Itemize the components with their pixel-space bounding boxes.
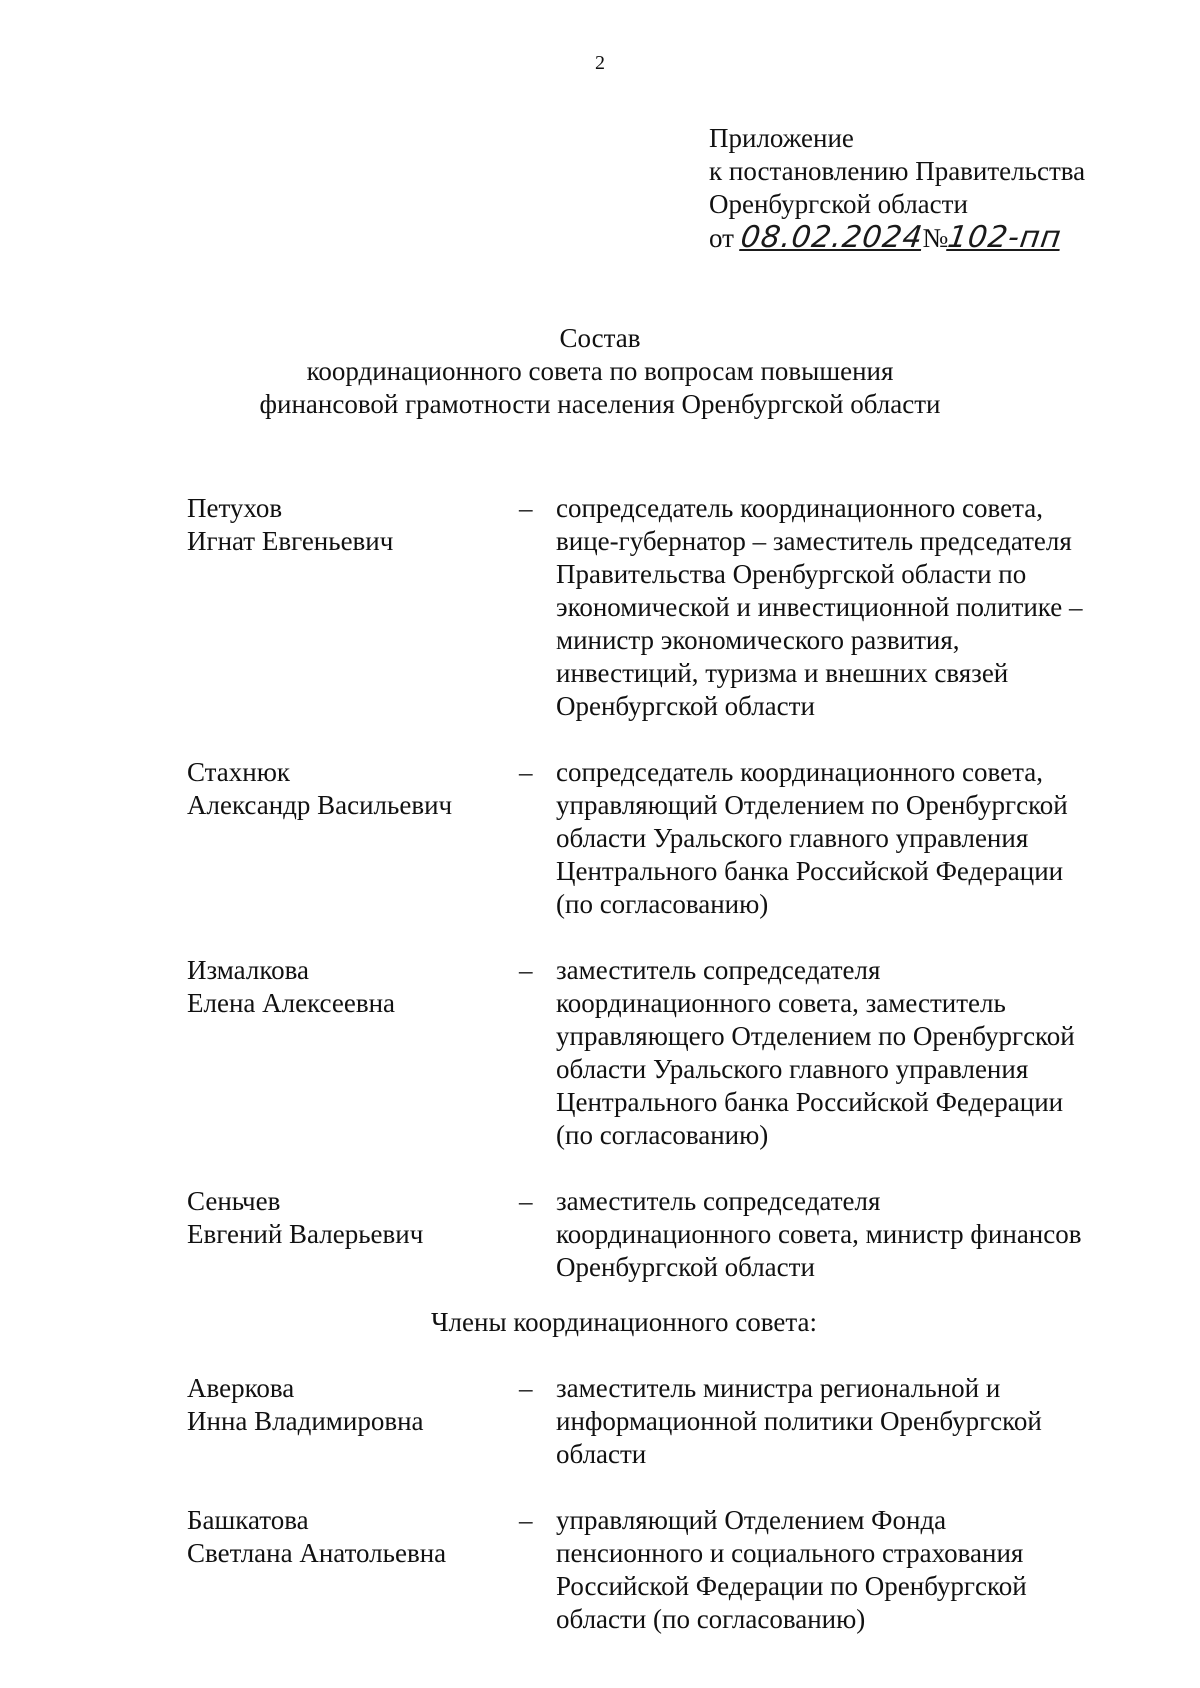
handwritten-number: 102-пп — [945, 220, 1065, 255]
title-line-3: финансовой грамотности населения Оренбургской области — [259, 389, 941, 419]
position-line: области — [556, 1439, 647, 1469]
person-given-name: Александр Васильевич — [187, 790, 453, 820]
person-position — [556, 1504, 1116, 1636]
position-line: Российской Федерации по Оренбургской — [556, 1571, 1027, 1601]
position-line: Оренбургской области — [556, 691, 815, 721]
position-line: координационного совета, министр финансов — [556, 1219, 1082, 1249]
separator-dash: – — [519, 1505, 533, 1535]
person-surname: Сеньчев — [187, 1186, 281, 1216]
person-given-name: Игнат Евгеньевич — [187, 526, 394, 556]
person-name — [187, 954, 507, 1020]
person-given-name: Светлана Анатольевна — [187, 1538, 447, 1568]
position-line: области Уральского главного управления — [556, 1054, 1029, 1084]
person-name — [187, 1185, 507, 1251]
position-line: управляющий Отделением по Оренбургской — [556, 790, 1068, 820]
person-name — [187, 1504, 507, 1570]
separator-dash: – — [519, 1186, 533, 1216]
separator-dash: – — [519, 493, 533, 523]
number-label: № — [922, 223, 949, 253]
council-composition — [0, 492, 1200, 1669]
position-line: Центрального банка Российской Федерации — [556, 1087, 1064, 1117]
position-line: информационной политики Оренбургской — [556, 1406, 1042, 1436]
appendix-reference: к постановлению Правительства — [709, 156, 1086, 186]
position-line: пенсионного и социального страхования — [556, 1538, 1024, 1568]
title-line-2: координационного совета по вопросам повышения — [306, 356, 894, 386]
position-line: (по согласованию) — [556, 1120, 769, 1150]
person-given-name: Елена Алексеевна — [187, 988, 395, 1018]
document-title — [0, 322, 1200, 421]
position-line: области (по согласованию) — [556, 1604, 866, 1634]
council-entry — [0, 1504, 1200, 1636]
position-line: Правительства Оренбургской области по — [556, 559, 1027, 589]
person-given-name: Евгений Валерьевич — [187, 1219, 424, 1249]
page-number: 2 — [595, 52, 605, 74]
separator-dash: – — [519, 955, 533, 985]
position-line: заместитель министра региональной и — [556, 1373, 1001, 1403]
position-line: Центрального банка Российской Федерации — [556, 856, 1064, 886]
council-entry — [0, 756, 1200, 921]
handwritten-date: 08.02.2024 — [738, 220, 925, 255]
from-label: от — [709, 223, 734, 253]
person-name — [187, 1372, 507, 1438]
members-heading: Члены координационного совета: — [431, 1307, 817, 1337]
position-line: управляющий Отделением Фонда — [556, 1505, 947, 1535]
appendix-header — [709, 122, 1085, 255]
person-given-name: Инна Владимировна — [187, 1406, 424, 1436]
person-name — [187, 492, 507, 558]
position-line: вице-губернатор – заместитель председателя — [556, 526, 1072, 556]
person-position — [556, 1185, 1116, 1284]
position-line: (по согласованию) — [556, 889, 769, 919]
position-line: Оренбургской области — [556, 1252, 815, 1282]
position-line: области Уральского главного управления — [556, 823, 1029, 853]
position-line: координационного совета, заместитель — [556, 988, 1006, 1018]
position-line: министр экономического развития, — [556, 625, 960, 655]
council-entry — [0, 1372, 1200, 1471]
person-position — [556, 492, 1116, 723]
position-line: заместитель сопредседателя — [556, 1186, 881, 1216]
person-surname: Петухов — [187, 493, 283, 523]
appendix-region: Оренбургской области — [709, 189, 968, 219]
position-line: управляющего Отделением по Оренбургской — [556, 1021, 1075, 1051]
position-line: инвестиций, туризма и внешних связей — [556, 658, 1009, 688]
appendix-title: Приложение — [709, 123, 854, 153]
person-surname: Башкатова — [187, 1505, 309, 1535]
position-line: экономической и инвестиционной политике – — [556, 592, 1083, 622]
person-position — [556, 954, 1116, 1152]
separator-dash: – — [519, 1373, 533, 1403]
position-line: сопредседатель координационного совета, — [556, 493, 1043, 523]
person-surname: Измалкова — [187, 955, 310, 985]
position-line: сопредседатель координационного совета, — [556, 757, 1043, 787]
council-entry — [0, 1185, 1200, 1284]
title-line-1: Состав — [559, 323, 641, 353]
person-position — [556, 756, 1116, 921]
person-position — [556, 1372, 1116, 1471]
person-surname: Аверкова — [187, 1373, 295, 1403]
council-entry — [0, 492, 1200, 723]
appendix-date-number — [709, 221, 1085, 255]
council-entry — [0, 954, 1200, 1152]
position-line: заместитель сопредседателя — [556, 955, 881, 985]
person-surname: Стахнюк — [187, 757, 291, 787]
person-name — [187, 756, 507, 822]
separator-dash: – — [519, 757, 533, 787]
